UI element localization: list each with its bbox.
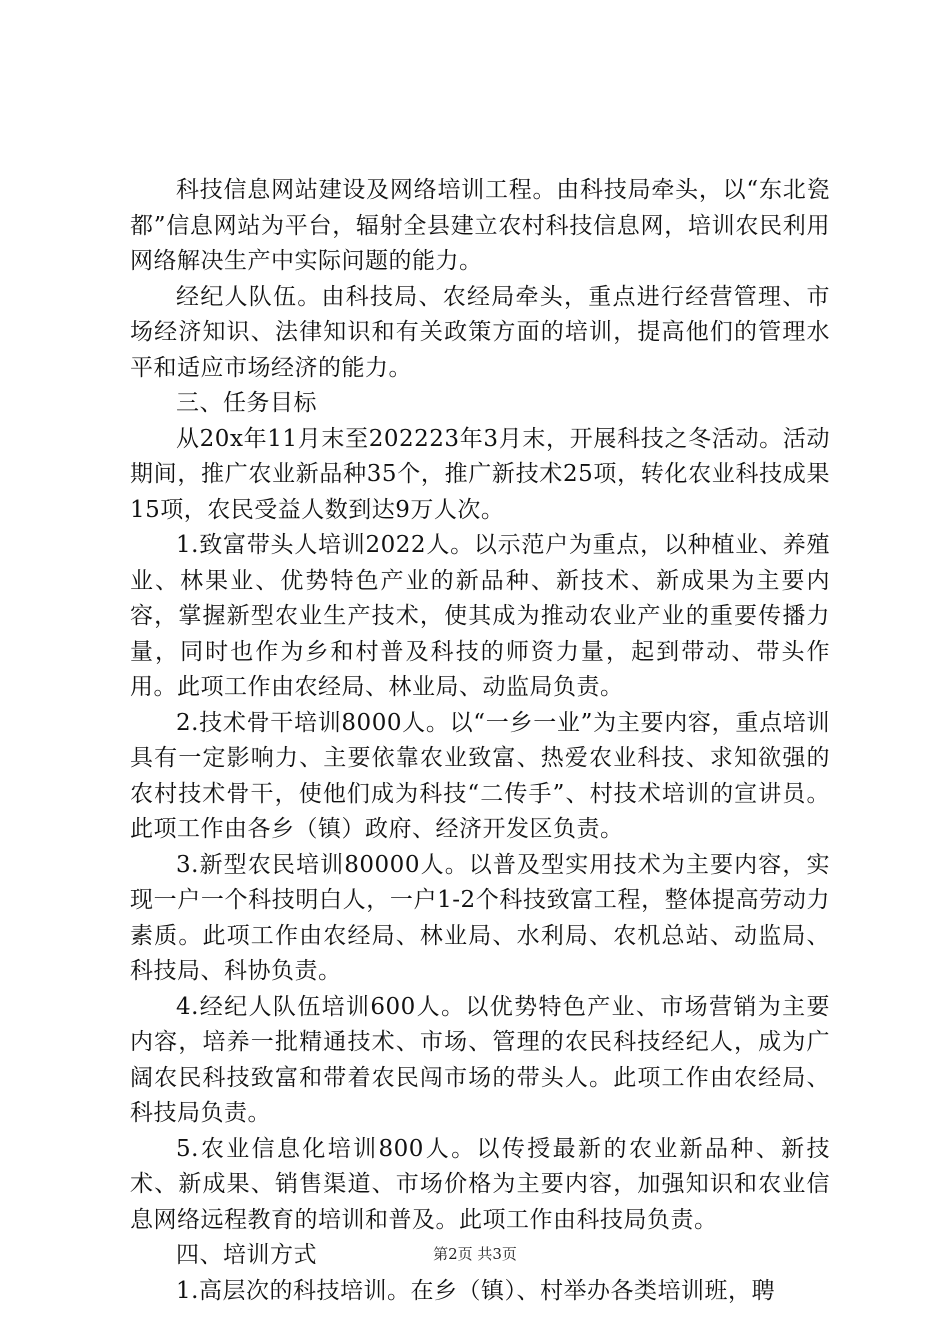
paragraph-item-3: 3.新型农民培训80000人。以普及型实用技术为主要内容，实现一户一个科技明白人，一户1-2个科技致富工程，整体提高劳动力素质。此项工作由农经局、林业局、水利局、农机总站、动监局、科技局、科协负责。 bbox=[130, 851, 830, 984]
page-footer: 第2页 共3页 bbox=[433, 1245, 517, 1263]
paragraph-info-network: 科技信息网站建设及网络培训工程。由科技局牵头，以“东北瓷都”信息网站为平台，辐射全县建立农村科技信息网，培训农民利用网络解决生产中实际问题的能力。 bbox=[130, 177, 830, 274]
section-heading-training-methods: 四、培训方式 bbox=[176, 1242, 317, 1268]
section-heading-task-goals: 三、任务目标 bbox=[176, 390, 317, 416]
paragraph-item-5: 5.农业信息化培训800人。以传授最新的农业新品种、新技术、新成果、销售渠道、市场价格为主要内容，加强知识和农业信息网络远程教育的培训和普及。此项工作由科技局负责。 bbox=[130, 1135, 830, 1233]
paragraph-broker-team: 经纪人队伍。由科技局、农经局牵头，重点进行经营管理、市场经济知识、法律知识和有关政策方面的培训，提高他们的管理水平和适应市场经济的能力。 bbox=[130, 283, 830, 381]
paragraph-item-1: 1.致富带头人培训2022人。以示范户为重点，以种植业、养殖业、林果业、优势特色产业的新品种、新技术、新成果为主要内容，掌握新型农业生产技术，使其成为推动农业产业的重要传播力量，同时也作为乡和村普及科技的师资力量，起到带动、带头作用。此项工作由农经局、林业局、动监局负责。 bbox=[130, 532, 830, 700]
paragraph-item-2: 2.技术骨干培训8000人。以“一乡一业”为主要内容，重点培训具有一定影响力、主要依靠农业致富、热爱农业科技、求知欲强的农村技术骨干，使他们成为科技“二传手”、村技术培训的宣讲员。此项工作由各乡（镇）政府、经济开发区负责。 bbox=[130, 709, 830, 842]
paragraph-goal-summary: 从20x年11月末至202223年3月末，开展科技之冬活动。活动期间，推广农业新品种35个，推广新技术25项，转化农业科技成果15项，农民受益人数到达9万人次。 bbox=[130, 425, 830, 523]
paragraph-method-1: 1.高层次的科技培训。在乡（镇）、村举办各类培训班，聘 bbox=[176, 1277, 775, 1304]
paragraph-item-4: 4.经纪人队伍培训600人。以优势特色产业、市场营销为主要内容，培养一批精通技术、市场、管理的农民科技经纪人，成为广阔农民科技致富和带着农民闯市场的带头人。此项工作由农经局、科技局负责。 bbox=[130, 993, 830, 1126]
document-body bbox=[130, 173, 830, 1309]
